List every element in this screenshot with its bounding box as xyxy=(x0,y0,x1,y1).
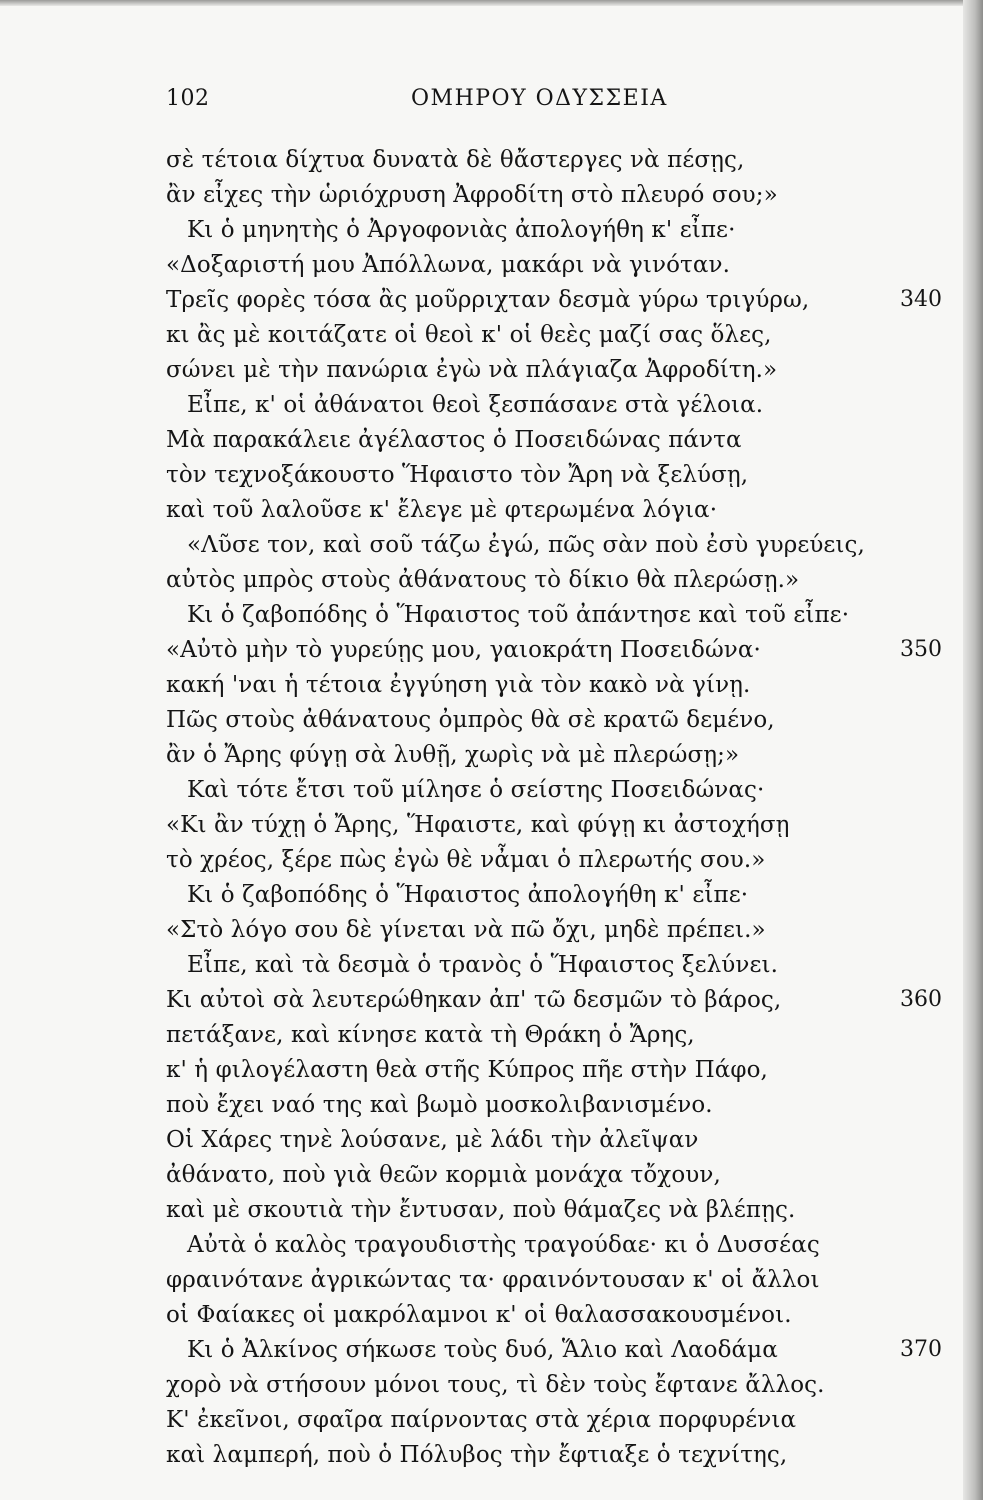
verse-line: Αὐτὰ ὁ καλὸς τραγουδιστὴς τραγούδαε· κι ὁ Δυσσέας xyxy=(187,1232,820,1258)
verse-line: κι ἂς μὲ κοιτάζατε οἱ θεοὶ κ' οἱ θεὲς μαζί σας ὅλες, xyxy=(166,322,772,348)
verse-line: ἂν ὁ Ἄρης φύγῃ σὰ λυθῇ, χωρὶς νὰ μὲ πλερώσῃ;» xyxy=(166,742,740,768)
verse-line: ποὺ ἔχει ναό της καὶ βωμὸ μοσκολιβανισμένο. xyxy=(166,1092,713,1118)
verse-line: καὶ τοῦ λαλοῦσε κ' ἔλεγε μὲ φτερωμένα λόγια· xyxy=(166,497,718,523)
running-title: ΟΜΗΡΟΥ ΟΔΥΣΣΕΙΑ xyxy=(411,86,668,111)
verse-line: ἂν εἶχες τὴν ὡριόχρυση Ἀφροδίτη στὸ πλευρό σου;» xyxy=(166,182,778,208)
verse-line: «Λῦσε τον, καὶ σοῦ τάζω ἐγώ, πῶς σὰν ποὺ ἐσὺ γυρεύεις, xyxy=(187,532,865,558)
verse-line: Κ' ἐκεῖνοι, σφαῖρα παίρνοντας στὰ χέρια πορφυρένια xyxy=(166,1407,797,1433)
page-number: 102 xyxy=(166,86,210,111)
verse-line: Τρεῖς φορὲς τόσα ἂς μοῦρριχταν δεσμὰ γύρω τριγύρω, xyxy=(166,287,810,313)
verse-line: σώνει μὲ τὴν πανώρια ἐγὼ νὰ πλάγιαζα Ἀφροδίτη.» xyxy=(166,357,778,383)
verse-line-number: 360 xyxy=(900,987,942,1012)
verse-line: Εἶπε, κ' οἱ ἀθάνατοι θεοὶ ξεσπάσανε στὰ γέλοια. xyxy=(187,392,764,418)
verse-line-number: 350 xyxy=(900,637,942,662)
verse-line: Κι αὐτοὶ σὰ λευτερώθηκαν ἀπ' τῶ δεσμῶν τὸ βάρος, xyxy=(166,987,782,1013)
verse-line: Κι ὁ ζαβοπόδης ὁ Ἥφαιστος ἀπολογήθη κ' εἶπε· xyxy=(187,882,749,908)
verse-line: Μὰ παρακάλειε ἀγέλαστος ὁ Ποσειδώνας πάντα xyxy=(166,427,742,453)
verse-line: καὶ λαμπερή, ποὺ ὁ Πόλυβος τὴν ἔφτιαξε ὁ τεχνίτης, xyxy=(166,1442,788,1468)
verse-line: Κι ὁ ζαβοπόδης ὁ Ἥφαιστος τοῦ ἀπάντησε καὶ τοῦ εἶπε· xyxy=(187,602,850,628)
verse-line: κ' ἡ φιλογέλαστη θεὰ στῆς Κύπρος πῆε στὴν Πάφο, xyxy=(166,1057,768,1083)
verse-line: Καὶ τότε ἔτσι τοῦ μίλησε ὁ σείστης Ποσειδώνας· xyxy=(187,777,765,803)
verse-line: «Κι ἂν τύχῃ ὁ Ἄρης, Ἥφαιστε, καὶ φύγῃ κι ἀστοχήσῃ xyxy=(166,812,790,838)
verse-line: αὐτὸς μπρὸς στοὺς ἀθάνατους τὸ δίκιο θὰ πλερώσῃ.» xyxy=(166,567,800,593)
verse-line: Κι ὁ Ἀλκίνος σήκωσε τοὺς δυό, Ἅλιο καὶ Λαοδάμα xyxy=(187,1337,778,1363)
verse-line: Εἶπε, καὶ τὰ δεσμὰ ὁ τρανὸς ὁ Ἥφαιστος ξελύνει. xyxy=(187,952,779,978)
verse-line: Οἱ Χάρες τηνὲ λούσανε, μὲ λάδι τὴν ἀλεῖψαν xyxy=(166,1127,699,1153)
verse-line: Κι ὁ μηνητὴς ὁ Ἀργοφονιὰς ἀπολογήθη κ' εἶπε· xyxy=(187,217,736,243)
verse-line: «Αὐτὸ μὴν τὸ γυρεύῃς μου, γαιοκράτη Ποσειδώνα· xyxy=(166,637,761,663)
verse-line-number: 370 xyxy=(900,1337,942,1362)
verse-line: τὸν τεχνοξάκουστο Ἥφαιστο τὸν Ἄρη νὰ ξελύσῃ, xyxy=(166,462,749,488)
verse-line: σὲ τέτοια δίχτυα δυνατὰ δὲ θἄστεργες νὰ πέσῃς, xyxy=(166,147,745,173)
verse-line: Πῶς στοὺς ἀθάνατους ὀμπρὸς θὰ σὲ κρατῶ δεμένο, xyxy=(166,707,775,733)
verse-line: φραινότανε ἀγρικώντας τα· φραινόντουσαν κ' οἱ ἄλλοι xyxy=(166,1267,820,1293)
verse-line: χορὸ νὰ στήσουν μόνοι τους, τὶ δὲν τοὺς ἔφτανε ἄλλος. xyxy=(166,1372,825,1398)
verse-line: καὶ μὲ σκουτιὰ τὴν ἔντυσαν, ποὺ θάμαζες νὰ βλέπῃς. xyxy=(166,1197,796,1223)
verse-line: «Στὸ λόγο σου δὲ γίνεται νὰ πῶ ὄχι, μηδὲ πρέπει.» xyxy=(166,917,766,943)
verse-line: ἀθάνατο, ποὺ γιὰ θεῶν κορμιὰ μονάχα τὄχουν, xyxy=(166,1162,721,1188)
verse-line: πετάξανε, καὶ κίνησε κατὰ τὴ Θράκη ὁ Ἄρης, xyxy=(166,1022,695,1048)
verse-line: τὸ χρέος, ξέρε πὼς ἐγὼ θὲ νἆμαι ὁ πλερωτής σου.» xyxy=(166,847,766,873)
verse-line: οἱ Φαίακες οἱ μακρόλαμνοι κ' οἱ θαλασσακουσμένοι. xyxy=(166,1302,792,1328)
verse-line: κακή 'ναι ἡ τέτοια ἐγγύηση γιὰ τὸν κακὸ νὰ γίνῃ. xyxy=(166,672,751,698)
verse-line: «Δοξαριστή μου Ἀπόλλωνα, μακάρι νὰ γινόταν. xyxy=(166,252,730,278)
verse-line-number: 340 xyxy=(900,287,942,312)
